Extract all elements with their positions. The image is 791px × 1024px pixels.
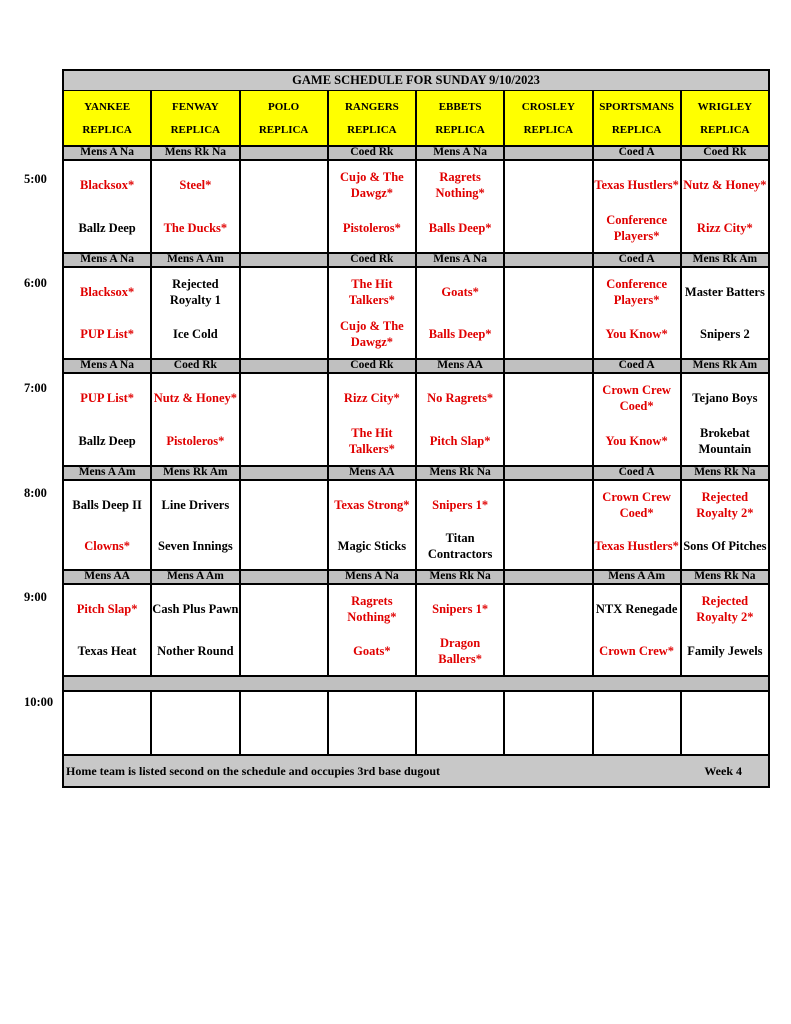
- team-name: Pistoleros*: [166, 433, 225, 448]
- division-label: Coed Rk: [150, 360, 238, 372]
- game-cell: [327, 161, 415, 252]
- game-cell: [150, 585, 238, 675]
- team-name: Conference Players*: [606, 212, 668, 243]
- team-name: Dragon Ballers*: [438, 636, 482, 666]
- game-cell: [239, 268, 327, 358]
- game-cell: [415, 161, 503, 252]
- division-label: Mens Rk Na: [680, 571, 768, 583]
- team-name: Crown Crew*: [599, 644, 675, 658]
- division-label: [503, 254, 591, 266]
- game-cell: [327, 481, 415, 569]
- team-name: Tejano Boys: [692, 391, 758, 406]
- team-name: Seven Innings: [158, 538, 233, 553]
- team-name: Conference Players*: [606, 277, 668, 307]
- division-label: Mens Rk Am: [680, 360, 768, 372]
- division-label: [503, 467, 591, 479]
- team-name: You Know*: [605, 327, 668, 341]
- team-name: Cash Plus Pawn: [152, 602, 239, 616]
- field-subtitle: REPLICA: [82, 123, 132, 136]
- team-name: Nutz & Honey*: [153, 391, 238, 406]
- team-name: Cujo & The Dawgz*: [340, 319, 404, 349]
- team-name: Rejected Royalty 2*: [696, 594, 754, 624]
- team-name: Cujo & The Dawgz*: [340, 170, 404, 201]
- team-name: Texas Hustlers*: [594, 538, 679, 553]
- divider-row: [64, 677, 768, 692]
- division-label: Mens Rk Na: [415, 571, 503, 583]
- empty-cell: [592, 692, 680, 754]
- field-subtitle: REPLICA: [611, 123, 662, 136]
- team-name: PUP List*: [80, 327, 135, 341]
- team-name: Crown Crew Coed*: [602, 383, 671, 414]
- game-cell: [64, 374, 150, 465]
- division-label: Mens Rk Na: [415, 467, 503, 479]
- field-subtitle: REPLICA: [435, 123, 485, 136]
- time-label: 5:00: [24, 172, 47, 186]
- team-name: Ice Cold: [172, 327, 218, 341]
- team-name: No Ragrets*: [427, 391, 494, 406]
- game-cell: [239, 481, 327, 569]
- game-cell: [415, 585, 503, 675]
- game-cell: [239, 374, 327, 465]
- team-name: The Hit Talkers*: [348, 277, 395, 307]
- division-label: Mens AA: [84, 571, 130, 583]
- division-label: Mens A Na: [80, 147, 134, 159]
- game-cell: [680, 481, 768, 569]
- team-name: Sons Of Pitches: [683, 538, 767, 553]
- empty-cell: [150, 692, 238, 754]
- game-cell: [592, 268, 680, 358]
- game-cell: [239, 161, 327, 252]
- team-name: Rizz City*: [696, 220, 753, 235]
- game-cell: [327, 268, 415, 358]
- game-cell: [327, 374, 415, 465]
- game-cell: [327, 585, 415, 675]
- division-label: Mens Rk Na: [150, 147, 238, 159]
- empty-cell: [503, 692, 591, 754]
- division-label: Mens AA: [415, 360, 503, 372]
- team-name: Rejected Royalty 1: [169, 277, 221, 307]
- team-name: Magic Sticks: [337, 538, 407, 553]
- division-label: Mens Rk Na: [680, 467, 768, 479]
- team-name: Nother Round: [157, 644, 234, 658]
- division-label: Mens A Am: [150, 571, 238, 583]
- division-label: [239, 571, 327, 583]
- division-row: [64, 254, 768, 268]
- empty-time-slot-row: [64, 692, 768, 754]
- division-label: Mens A Na: [327, 571, 415, 583]
- field-name: YANKEE: [84, 100, 131, 113]
- team-name: Balls Deep*: [428, 327, 492, 341]
- team-name: Pitch Slap*: [429, 433, 491, 448]
- time-slot-row: [64, 268, 768, 360]
- team-name: Balls Deep II: [72, 497, 142, 512]
- division-label: Mens A Na: [80, 254, 134, 266]
- team-name: Pitch Slap*: [76, 602, 138, 616]
- game-cell: [592, 161, 680, 252]
- team-name: Blacksox*: [80, 285, 135, 299]
- division-label: Mens A Am: [150, 254, 238, 266]
- field-name: SPORTSMANS: [599, 100, 675, 113]
- division-label: [239, 254, 327, 266]
- game-cell: [150, 161, 238, 252]
- division-label: Coed A: [592, 467, 680, 479]
- field-header: [239, 91, 327, 145]
- game-cell: [503, 374, 591, 465]
- division-row: [64, 467, 768, 481]
- team-name: PUP List*: [80, 391, 135, 406]
- division-label: Coed Rk: [680, 147, 768, 159]
- field-name: CROSLEY: [521, 100, 575, 113]
- time-label: 6:00: [24, 276, 47, 290]
- division-row: [64, 571, 768, 585]
- game-cell: [503, 481, 591, 569]
- game-cell: [415, 481, 503, 569]
- division-label: [239, 360, 327, 372]
- division-label: Mens Rk Am: [680, 254, 768, 266]
- game-cell: [64, 268, 150, 358]
- empty-cell: [680, 692, 768, 754]
- team-name: Brokebat Mountain: [698, 425, 752, 456]
- time-label: 10:00: [24, 695, 54, 709]
- game-cell: [503, 585, 591, 675]
- game-cell: [680, 374, 768, 465]
- team-name: Balls Deep*: [428, 220, 492, 235]
- footer-note: Home team is listed second on the schedule and occupies 3rd base dugout: [66, 763, 441, 778]
- game-cell: [503, 161, 591, 252]
- team-name: Nutz & Honey*: [683, 178, 767, 193]
- team-name: Blacksox*: [80, 178, 135, 193]
- team-name: Ragrets Nothing*: [435, 170, 485, 201]
- team-name: Ragrets Nothing*: [347, 594, 397, 624]
- field-header: [64, 91, 150, 145]
- team-name: Ballz Deep: [78, 220, 136, 235]
- team-name: Line Drivers: [161, 497, 230, 512]
- team-name: Master Batters: [684, 285, 765, 299]
- division-label: Coed A: [592, 360, 680, 372]
- game-cell: [64, 481, 150, 569]
- empty-cell: [327, 692, 415, 754]
- division-label: Mens Rk Am: [150, 467, 238, 479]
- field-name: RANGERS: [344, 100, 399, 113]
- game-cell: [592, 374, 680, 465]
- team-name: Titan Contractors: [427, 530, 493, 561]
- division-label: [239, 147, 327, 159]
- game-cell: [64, 585, 150, 675]
- team-name: Crown Crew Coed*: [602, 489, 671, 520]
- division-label: Coed Rk: [327, 360, 415, 372]
- game-cell: [64, 161, 150, 252]
- division-row: [64, 360, 768, 374]
- time-slot-row: [64, 585, 768, 677]
- division-row: [64, 147, 768, 161]
- division-label: [239, 467, 327, 479]
- team-name: Family Jewels: [687, 644, 763, 658]
- field-header: [327, 91, 415, 145]
- team-name: Rizz City*: [343, 391, 400, 406]
- team-name: Snipers 1*: [432, 497, 489, 512]
- team-name: Rejected Royalty 2*: [696, 489, 754, 520]
- empty-cell: [64, 692, 150, 754]
- division-label: [503, 147, 591, 159]
- team-name: The Ducks*: [163, 220, 228, 235]
- division-label: Mens A Na: [415, 254, 503, 266]
- division-label: Mens A Na: [80, 360, 134, 372]
- game-cell: [415, 268, 503, 358]
- field-header: [680, 91, 768, 145]
- field-subtitle: REPLICA: [523, 123, 574, 136]
- time-slot-row: [64, 481, 768, 571]
- division-label: Coed Rk: [327, 147, 415, 159]
- field-header-row: [64, 91, 768, 147]
- field-header: [503, 91, 591, 145]
- division-label: Mens A Am: [592, 571, 680, 583]
- game-cell: [150, 268, 238, 358]
- time-label: 7:00: [24, 381, 47, 395]
- field-subtitle: REPLICA: [170, 123, 221, 136]
- empty-cell: [239, 692, 327, 754]
- field-name: FENWAY: [172, 100, 219, 113]
- game-cell: [150, 481, 238, 569]
- division-label: Coed A: [592, 254, 680, 266]
- field-header: [415, 91, 503, 145]
- team-name: Pistoleros*: [342, 220, 401, 235]
- division-label: [503, 571, 591, 583]
- team-name: Texas Hustlers*: [594, 178, 679, 193]
- team-name: You Know*: [605, 433, 668, 448]
- team-name: Clowns*: [84, 538, 131, 553]
- field-header: [592, 91, 680, 145]
- team-name: NTX Renegade: [595, 602, 678, 616]
- schedule-table: [62, 69, 770, 788]
- week-label: Week 4: [704, 763, 742, 778]
- field-subtitle: REPLICA: [347, 123, 397, 136]
- game-cell: [680, 268, 768, 358]
- time-slot-row: [64, 161, 768, 254]
- team-name: Goats*: [353, 644, 391, 658]
- team-name: Ballz Deep: [78, 433, 136, 448]
- division-label: Coed Rk: [327, 254, 415, 266]
- team-name: Snipers 2: [700, 327, 750, 341]
- division-label: [503, 360, 591, 372]
- game-cell: [239, 585, 327, 675]
- footer-row: [64, 754, 768, 786]
- game-cell: [150, 374, 238, 465]
- division-label: Coed A: [592, 147, 680, 159]
- team-name: Steel*: [179, 178, 212, 193]
- field-name: POLO: [268, 100, 300, 113]
- division-label: Mens A Am: [78, 467, 136, 479]
- game-cell: [680, 161, 768, 252]
- team-name: Texas Heat: [77, 644, 137, 658]
- team-name: Snipers 1*: [432, 602, 489, 616]
- field-header: [150, 91, 238, 145]
- team-name: Texas Strong*: [334, 497, 410, 512]
- field-subtitle: REPLICA: [258, 123, 309, 136]
- game-cell: [592, 585, 680, 675]
- empty-cell: [415, 692, 503, 754]
- game-cell: [415, 374, 503, 465]
- time-label: 9:00: [24, 590, 47, 604]
- game-cell: [680, 585, 768, 675]
- field-name: WRIGLEY: [697, 100, 753, 113]
- time-slot-row: [64, 374, 768, 467]
- field-subtitle: REPLICA: [700, 123, 750, 136]
- division-label: Mens AA: [327, 467, 415, 479]
- schedule-title: GAME SCHEDULE FOR SUNDAY 9/10/2023: [64, 71, 768, 91]
- team-name: The Hit Talkers*: [348, 425, 395, 456]
- division-label: Mens A Na: [415, 147, 503, 159]
- team-name: Goats*: [441, 285, 479, 299]
- time-label: 8:00: [24, 486, 47, 500]
- game-cell: [592, 481, 680, 569]
- field-name: EBBETS: [438, 100, 482, 113]
- game-cell: [503, 268, 591, 358]
